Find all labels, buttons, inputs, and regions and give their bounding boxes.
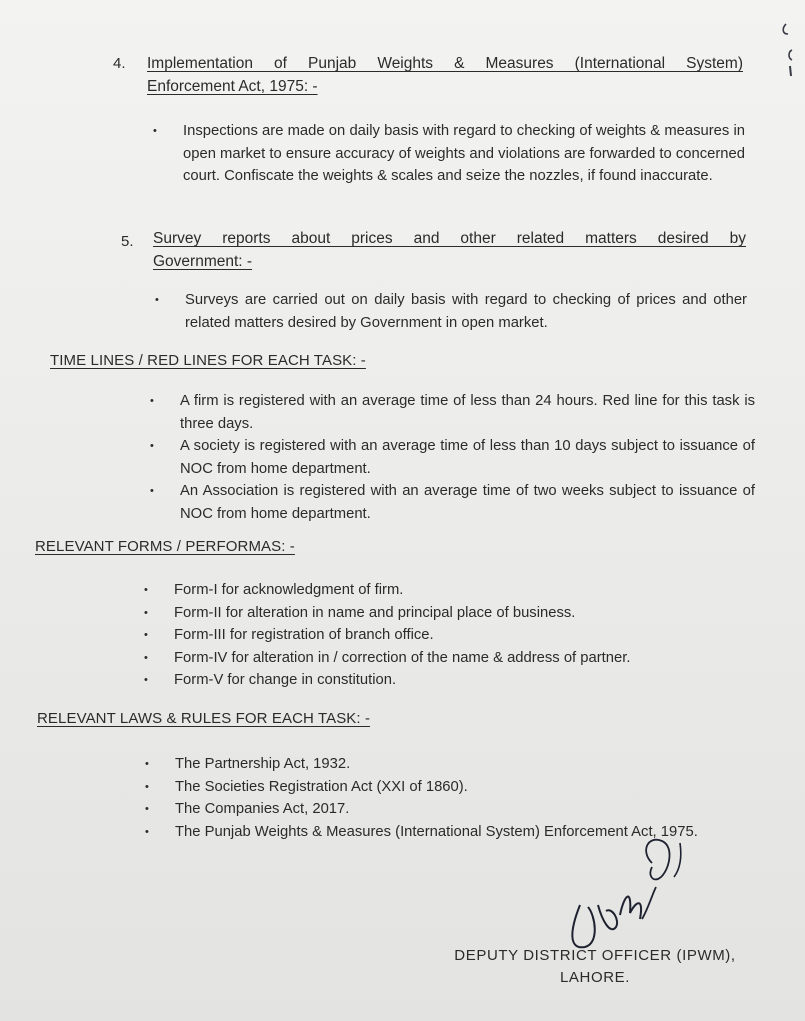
list-item: • Form-IV for alteration in / correction of the name & address of partner.	[174, 647, 754, 670]
section-5-title-line1: Survey reports about prices and other related matters desired by	[153, 230, 746, 247]
forms-heading: RELEVANT FORMS / PERFORMAS: -	[35, 538, 295, 555]
list-item: • Form-I for acknowledgment of firm.	[174, 579, 754, 602]
list-item: • The Societies Registration Act (XXI of 1860).	[175, 776, 765, 799]
laws-list	[175, 753, 765, 843]
list-item: • Inspections are made on daily basis with regard to checking of weights & measures in open market to ensure accuracy of weights and violations are forwarded to concerned court. Confiscate the weights & scales and seize the nozzles, if found inaccurate.	[183, 120, 745, 188]
section-5-title	[153, 227, 746, 273]
section-5-number: 5.	[121, 233, 134, 250]
signature-block	[440, 945, 750, 989]
section-5-title-line2: Government: -	[153, 253, 253, 270]
section-4-title-line1: Implementation of Punjab Weights & Measures (International System)	[147, 55, 743, 72]
section-4-title-line2: Enforcement Act, 1975: -	[147, 78, 318, 95]
list-item: • The Partnership Act, 1932.	[175, 753, 765, 776]
section-4-number: 4.	[113, 55, 126, 72]
list-item: • A society is registered with an average time of less than 10 days subject to issuance of NOC from home department.	[180, 435, 755, 480]
forms-list	[174, 579, 754, 692]
signature-scribble	[540, 835, 710, 955]
list-item: • Form-II for alteration in name and principal place of business.	[174, 602, 754, 625]
list-item: • Form-V for change in constitution.	[174, 669, 754, 692]
section-4-title	[147, 52, 743, 98]
section-4-bullets	[183, 120, 745, 188]
list-item: • The Companies Act, 2017.	[175, 798, 765, 821]
signature-title: DEPUTY DISTRICT OFFICER (IPWM),	[454, 947, 736, 964]
signature-city: LAHORE.	[559, 969, 631, 986]
list-item: • A firm is registered with an average time of less than 24 hours. Red line for this task is three days.	[180, 390, 755, 435]
list-item: • An Association is registered with an average time of two weeks subject to issuance of NOC from home department.	[180, 480, 755, 525]
list-item: • Surveys are carried out on daily basis with regard to checking of prices and other related matters desired by Government in open market.	[185, 289, 747, 334]
list-item: • The Punjab Weights & Measures (International System) Enforcement Act, 1975.	[175, 821, 765, 844]
margin-pen-marks	[778, 20, 800, 80]
section-5-bullets	[185, 289, 747, 334]
laws-heading: RELEVANT LAWS & RULES FOR EACH TASK: -	[37, 710, 371, 727]
list-item: • Form-III for registration of branch office.	[174, 624, 754, 647]
timelines-list	[180, 390, 755, 525]
timelines-heading: TIME LINES / RED LINES FOR EACH TASK: -	[50, 352, 366, 369]
